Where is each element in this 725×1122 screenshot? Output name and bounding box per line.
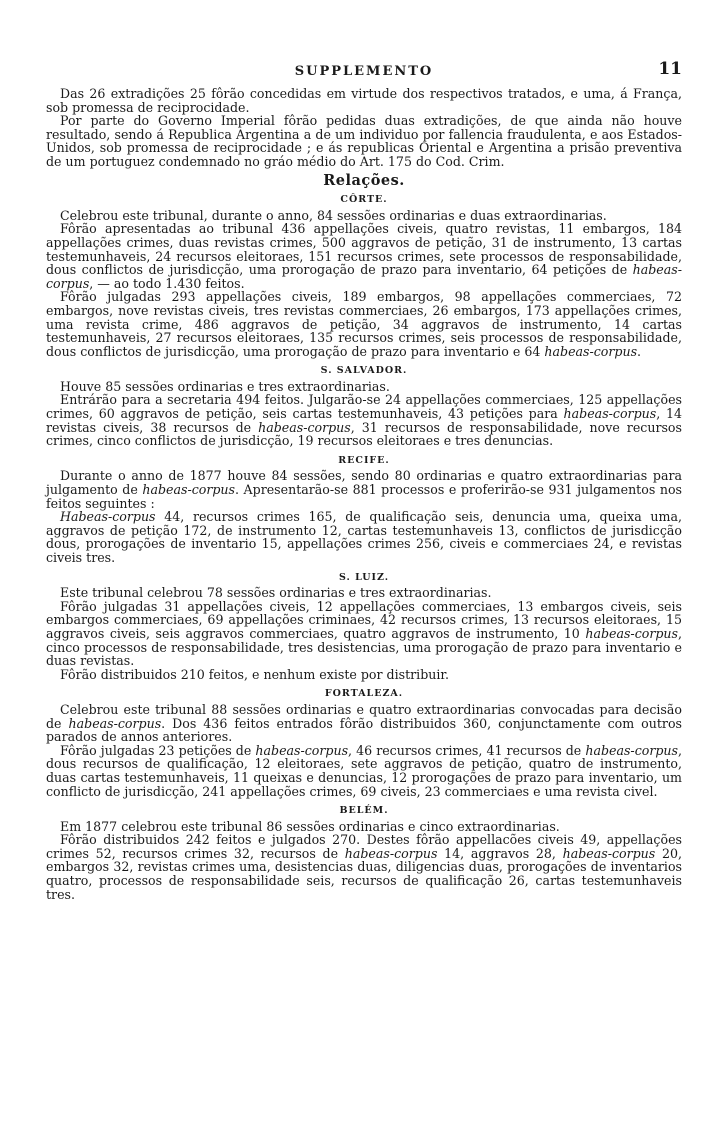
salvador-paragraph-2 — [46, 393, 682, 447]
page-header — [46, 59, 682, 87]
page-number: 11 — [658, 59, 682, 79]
city-heading-recife: RECIFE. — [338, 454, 390, 466]
city-heading-fortaleza: FORTALEZA. — [324, 688, 404, 700]
habeas-corpus-term: habeas-corpus — [68, 715, 162, 731]
habeas-corpus-term: habeas-corpus — [344, 845, 438, 861]
document-page — [46, 59, 682, 902]
habeas-corpus-term: habeas-corpus — [255, 742, 349, 758]
belem-paragraph-1: Em 1877 celebrou este tribunal 86 sessões ordinarias e cinco extraordinarias. — [60, 818, 560, 834]
text-run: Entrárão para a secretaria 494 feitos. Julgarão-se 24 appellações commerciaes, 125 appellações crimes, 60 aggravos de petição, seis cartas testemunhaveis, 43 petições para — [46, 392, 682, 422]
fortaleza-paragraph-1 — [46, 703, 682, 744]
city-heading-salvador: S. SALVADOR. — [320, 365, 408, 377]
habeas-corpus-term: habeas-corpus — [562, 845, 656, 861]
text-run: , 46 recursos crimes, 41 recursos de — [348, 742, 586, 758]
text-run: Fôrão julgadas 31 appellações civeis, 12 appellações commerciaes, 13 embargos civeis, seis embargos commerciaes, 69 appellações criminaes, 42 recursos crimes, 13 recursos eleitoraes, 15 aggravos civeis, seis aggravos commerciaes, quatro aggravos de instrumento, 10 — [46, 598, 682, 641]
belem-paragraph-2 — [46, 833, 682, 901]
text-run: Celebrou este tribunal 88 sessões ordinarias e quatro extraordinarias convocadas para decisão de — [46, 701, 682, 731]
text-run: . Apresentarão-se 881 processos e proferirão-se 931 julgamentos nos feitos seguintes : — [46, 482, 682, 511]
habeas-corpus-term: habeas-corpus — [142, 482, 236, 498]
recife-paragraph-1 — [46, 469, 682, 510]
habeas-corpus-term: Habeas-corpus — [60, 509, 156, 525]
intro-paragraph-1: Das 26 extradições 25 fôrão concedidas em virtude dos respectivos tratados, e uma, á França, sob promessa de reciprocidade. — [46, 86, 682, 115]
city-heading-luiz: S. LUIZ. — [338, 571, 390, 583]
luiz-paragraph-2 — [46, 600, 682, 668]
text-run: , 31 recursos de responsabilidade, nove recursos crimes, cinco conflictos de jurisdicção, 19 recursos eleitoraes e tres denuncias. — [46, 419, 682, 449]
text-run: Fôrão julgadas 293 appellações civeis, 189 embargos, 98 appellações commerciaes, 72 embargos, nove revistas civeis, tres revistas commerciaes, 26 embargos, 173 appellações crimes, uma revista crime, 486 aggravos de petição, 34 aggravos de instrumento, 14 cartas testemunhaveis, 27 recursos eleitoraes, 135 recursos crimes, seis processos de responsabilidade, dous conflictos de jurisdicção, uma prorogação de prazo para inventario e 64 — [46, 289, 682, 359]
section-title: Relações. — [323, 171, 405, 189]
corte-paragraph-3 — [46, 290, 682, 358]
luiz-paragraph-3: Fôrão distribuidos 210 feitos, e nenhum existe por distribuir. — [60, 666, 450, 682]
salvador-paragraph-1: Houve 85 sessões ordinarias e tres extraordinarias. — [60, 378, 390, 394]
habeas-corpus-term: habeas-corpus — [585, 742, 678, 758]
text-run: , — ao todo 1.430 feitos. — [89, 275, 245, 291]
corte-paragraph-1: Celebrou este tribunal, durante o anno, 84 sessões ordinarias e duas extraordinarias. — [60, 207, 607, 223]
text-run: , 14 revistas civeis, 38 recursos de — [46, 406, 682, 435]
habeas-corpus-term: habeas-corpus — [258, 419, 351, 435]
text-run: 14, aggravos 28, — [437, 845, 563, 861]
intro-paragraph-2: Por parte do Governo Imperial fôrão pedidas duas extradições, de que ainda não houve resultado, sendo á Republica Argentina a de um individuo por fallencia fraudulenta, e aos Estados-Unidos, sob promessa de reciprocidade ; e ás republicas Oriental e Argentina a prisão preventiva de um portuguez condemnado no gráo médio do Art. 175 do Cod. Crim. — [46, 113, 682, 169]
fortaleza-paragraph-2 — [46, 744, 682, 798]
habeas-corpus-term: habeas-corpus — [544, 343, 638, 359]
text-run: , cinco processos de responsabilidade, tres desistencias, uma prorogação de prazo para inventario e duas revistas. — [46, 625, 682, 669]
text-run: . — [637, 343, 642, 359]
text-run: . Dos 436 feitos entrados fôrão distribuidos 360, conjunctamente com outros parados de annos anteriores. — [46, 715, 682, 745]
habeas-corpus-term: habeas-corpus — [563, 406, 657, 422]
running-title: SUPPLEMENTO — [294, 64, 434, 79]
city-heading-corte: CÔRTE. — [340, 194, 388, 206]
habeas-corpus-term: habeas-corpus — [46, 262, 682, 291]
recife-paragraph-2 — [46, 510, 682, 564]
corte-paragraph-2 — [46, 222, 682, 290]
city-heading-belem: BELÉM. — [339, 805, 389, 817]
text-run: Durante o anno de 1877 houve 84 sessões, sendo 80 ordinarias e quatro extraordinarias para julgamento de — [46, 468, 682, 498]
luiz-paragraph-1: Este tribunal celebrou 78 sessões ordinarias e tres extraordinarias. — [60, 585, 492, 601]
text-run: Fôrão apresentadas ao tribunal 436 appellações civeis, quatro revistas, 11 embargos, 184 appellações crimes, duas revistas crimes, 500 aggravos de petição, 31 de instrumento, 13 cartas testemunhaveis, 24 recursos eleitoraes, 151 recursos crimes, sete processos de responsabilidade, dous conflictos de jurisdicção, uma prorogação de prazo para inventario, 64 petições de — [46, 221, 682, 278]
text-run: Fôrão julgadas 23 petições de — [60, 742, 256, 758]
text-run: Fôrão distribuidos 242 feitos e julgados 270. Destes fôrão appellacões civeis 49, appellações crimes 52, recursos crimes 32, recursos de — [46, 832, 682, 861]
text-run: 20, embargos 32, revistas crimes uma, desistencias duas, diligencias duas, prorogações de inventarios quatro, processos de responsabilidade seis, recursos de qualificação 26, cartas testemunhaveis tres. — [46, 845, 682, 902]
text-run: 44, recursos crimes 165, de qualificação seis, denuncia uma, queixa uma, aggravos de petição 172, de instrumento 12, cartas testemunhaveis 13, conflictos de jurisdicção dous, prorogações de inventario 15, appellações crimes 256, civeis e commerciaes 24, e revistas civeis tres. — [46, 509, 682, 565]
habeas-corpus-term: habeas-corpus — [585, 625, 678, 641]
text-run: , dous recursos de qualificação, 12 eleitoraes, sete aggravos de petição, quatro de instrumento, duas cartas testemunhaveis, 11 queixas e denuncias, 12 prorogações de prazo para inventario, um conflicto de jurisdicção, 241 appellações crimes, 69 civeis, 23 commerciaes e uma revista civel. — [46, 742, 682, 799]
